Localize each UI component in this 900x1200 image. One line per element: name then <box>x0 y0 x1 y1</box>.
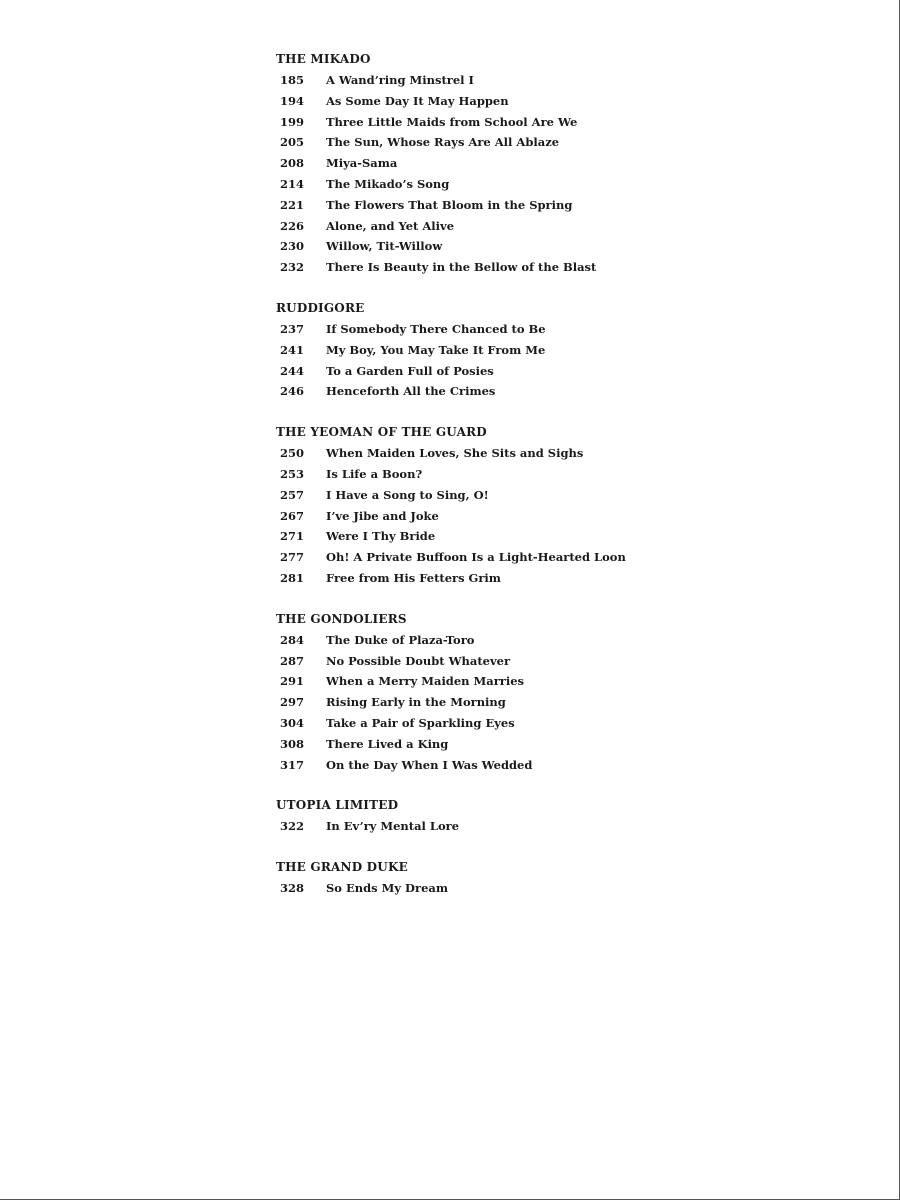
entry-page-number: 194 <box>280 93 305 108</box>
entry-page-number: 241 <box>280 342 305 357</box>
section-title: THE MIKADO <box>276 52 371 66</box>
entry-title: If Somebody There Chanced to Be <box>326 321 546 336</box>
toc-entry <box>276 195 836 216</box>
toc-entry <box>276 464 836 485</box>
entry-title: On the Day When I Was Wedded <box>326 757 533 772</box>
entry-page-number: 226 <box>280 218 305 233</box>
entry-page-number: 230 <box>280 239 305 254</box>
entry-page-number: 208 <box>280 156 305 171</box>
entry-title: Rising Early in the Morning <box>326 695 506 710</box>
entry-title: Take a Pair of Sparkling Eyes <box>326 715 515 730</box>
entry-page-number: 205 <box>280 135 305 150</box>
toc-entry <box>276 443 836 464</box>
entry-page-number: 277 <box>280 550 305 565</box>
entry-page-number: 308 <box>280 736 305 751</box>
toc-entry <box>276 755 836 776</box>
entry-title: The Flowers That Bloom in the Spring <box>326 197 573 212</box>
toc-entry <box>276 112 836 133</box>
entry-title: Three Little Maids from School Are We <box>326 114 578 129</box>
entry-page-number: 185 <box>280 73 305 87</box>
toc-entry <box>276 485 836 506</box>
toc-section <box>276 609 836 776</box>
entry-page-number: 284 <box>280 632 305 647</box>
toc-entry <box>276 506 836 527</box>
section-title: RUDDIGORE <box>276 300 365 315</box>
entry-page-number: 281 <box>280 570 305 585</box>
entry-page-number: 253 <box>280 466 305 481</box>
toc-entry <box>276 526 836 547</box>
entry-title: The Sun, Whose Rays Are All Ablaze <box>326 135 560 150</box>
entry-title: There Lived a King <box>326 736 449 751</box>
toc-entry <box>276 153 836 174</box>
entry-page-number: 246 <box>280 384 305 399</box>
toc-entry <box>276 734 836 755</box>
entry-title: Oh! A Private Buffoon Is a Light-Hearted Loon <box>326 550 626 565</box>
entry-title: My Boy, You May Take It From Me <box>326 342 546 357</box>
entry-page-number: 297 <box>280 695 305 710</box>
entry-page-number: 287 <box>280 653 305 668</box>
toc-entry <box>276 319 836 340</box>
entry-page-number: 221 <box>280 197 305 212</box>
entry-page-number: 237 <box>280 321 305 336</box>
toc-entry <box>276 216 836 237</box>
entry-title: The Mikado’s Song <box>326 176 450 191</box>
toc-entry <box>276 816 836 837</box>
table-of-contents <box>276 49 836 919</box>
toc-entry <box>276 381 836 402</box>
entry-title: In Ev’ry Mental Lore <box>326 819 460 834</box>
entry-title: As Some Day It May Happen <box>326 93 509 108</box>
entry-page-number: 322 <box>280 819 305 834</box>
entry-title: When a Merry Maiden Marries <box>326 674 524 689</box>
toc-section <box>276 422 836 589</box>
toc-entry <box>276 568 836 589</box>
toc-entry <box>276 547 836 568</box>
entry-title: Were I Thy Bride <box>326 529 436 544</box>
entry-title: Alone, and Yet Alive <box>326 218 455 233</box>
toc-section <box>276 795 836 837</box>
entry-title: Is Life a Boon? <box>326 466 423 481</box>
toc-section <box>276 49 836 278</box>
entry-page-number: 257 <box>280 487 305 502</box>
entry-title: A Wand’ring Minstrel I <box>326 73 474 87</box>
section-title: UTOPIA LIMITED <box>276 798 399 813</box>
entry-page-number: 250 <box>280 446 305 461</box>
entry-title: I’ve Jibe and Joke <box>326 508 439 523</box>
toc-section <box>276 857 836 899</box>
toc-entry <box>276 671 836 692</box>
entry-title: Willow, Tit-Willow <box>326 239 443 254</box>
toc-entry <box>276 651 836 672</box>
toc-entry <box>276 340 836 361</box>
entry-page-number: 267 <box>280 508 305 523</box>
toc-section <box>276 298 836 402</box>
entry-title: Free from His Fetters Grim <box>326 570 501 585</box>
entry-title: So Ends My Dream <box>326 881 449 896</box>
entry-page-number: 244 <box>280 363 305 378</box>
toc-entry <box>276 692 836 713</box>
entry-title: Henceforth All the Crimes <box>326 384 496 399</box>
section-title: THE YEOMAN OF THE GUARD <box>276 425 487 440</box>
section-title: THE GONDOLIERS <box>276 611 407 626</box>
entry-title: To a Garden Full of Posies <box>326 363 494 378</box>
toc-entry <box>276 174 836 195</box>
toc-entry <box>276 257 836 278</box>
entry-title: Miya-Sama <box>326 156 398 171</box>
entry-page-number: 214 <box>280 176 305 191</box>
toc-entry <box>276 70 836 91</box>
entry-page-number: 199 <box>280 114 305 129</box>
entry-page-number: 291 <box>280 674 305 689</box>
entry-title: When Maiden Loves, She Sits and Sighs <box>326 446 584 461</box>
entry-title: The Duke of Plaza-Toro <box>326 632 475 647</box>
section-title: THE GRAND DUKE <box>276 860 408 875</box>
entry-page-number: 317 <box>280 757 305 772</box>
toc-entry <box>276 713 836 734</box>
toc-entry <box>276 361 836 382</box>
entry-title: I Have a Song to Sing, O! <box>326 487 489 502</box>
entry-page-number: 304 <box>280 715 305 730</box>
entry-page-number: 328 <box>280 881 305 896</box>
toc-entry <box>276 630 836 651</box>
toc-entry <box>276 91 836 112</box>
toc-entry <box>276 132 836 153</box>
entry-page-number: 271 <box>280 529 305 544</box>
toc-entry <box>276 236 836 257</box>
entry-title: There Is Beauty in the Bellow of the Blast <box>326 260 597 275</box>
entry-page-number: 232 <box>280 260 305 275</box>
toc-entry <box>276 878 836 899</box>
entry-title: No Possible Doubt Whatever <box>326 653 511 668</box>
